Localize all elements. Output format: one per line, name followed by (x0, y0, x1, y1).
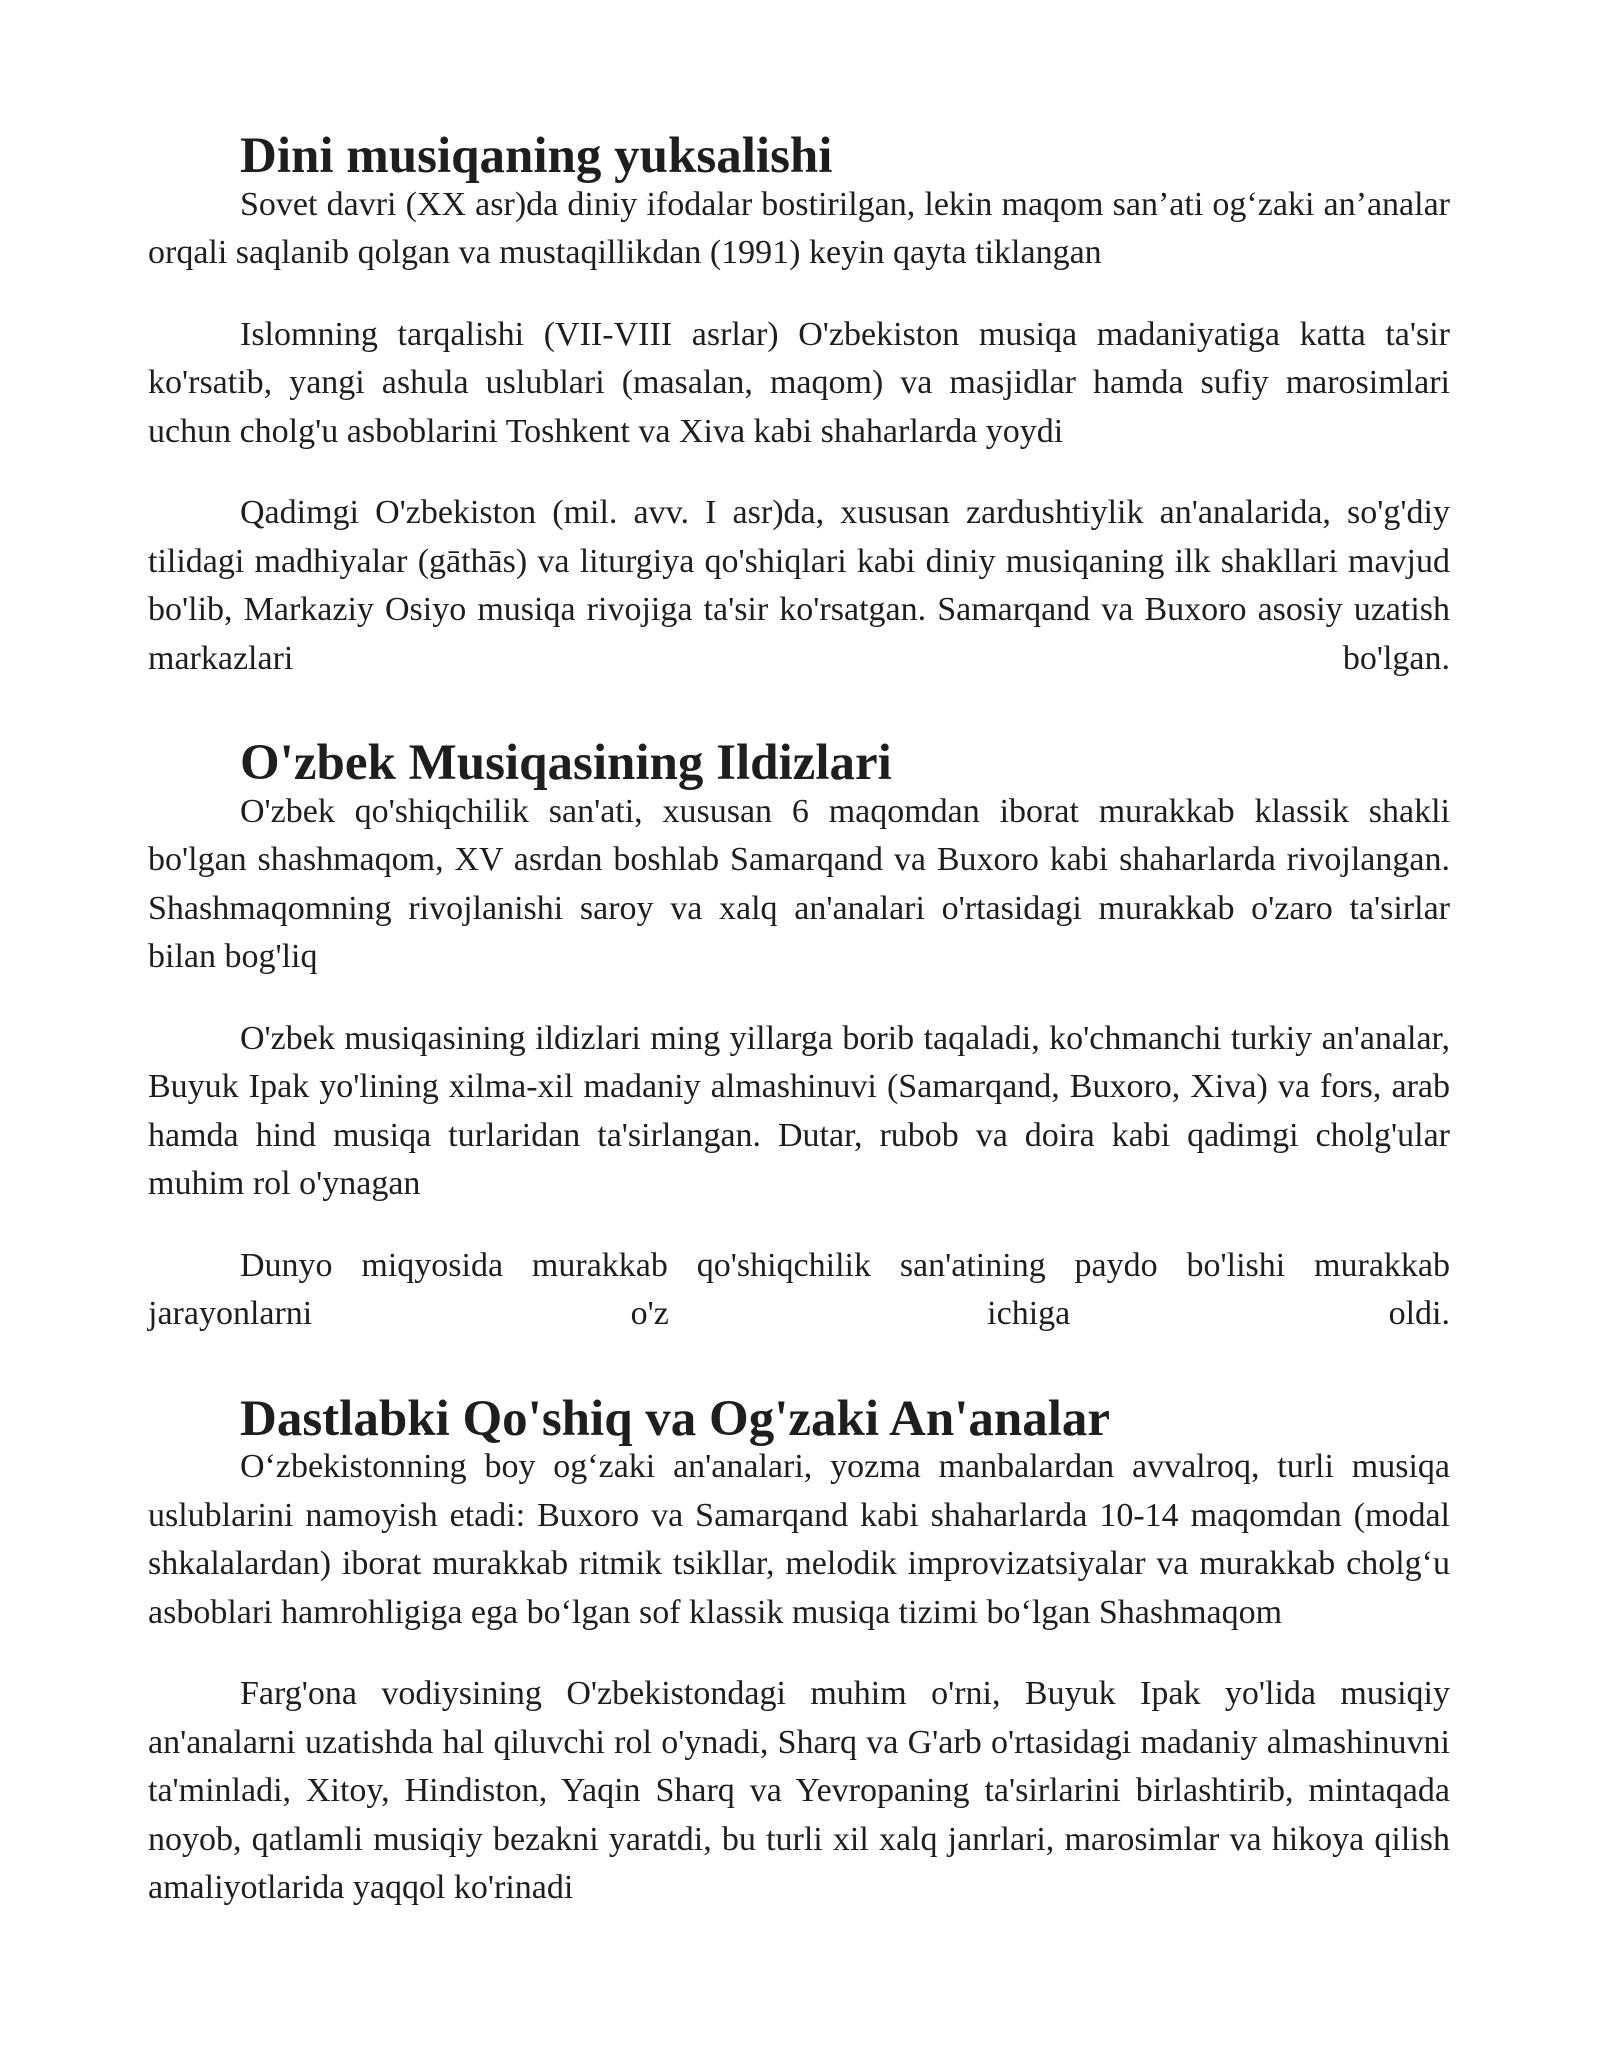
paragraph: Qadimgi O'zbekiston (mil. avv. I asr)da, xususan zardushtiylik an'analarida, so'g'diy tilidagi madhiyalar (gāthās) va liturgiya qo'shiqlari kabi diniy musiqaning ilk shakllari mavjud bo'lib, Markaziy Osiyo musiqa rivojiga ta'sir ko'rsatgan. Samarqand va Buxoro asosiy uzatish markazlari bo'lgan. (148, 494, 1450, 677)
section-title: O'zbek Musiqasining Ildizlari (240, 735, 892, 791)
section-title: Dini musiqaning yuksalishi (240, 128, 833, 184)
section-spacer (148, 1339, 1450, 1395)
paragraph: Farg'ona vodiysining O'zbekistondagi muhim o'rni, Buyuk Ipak yo'lida musiqiy an'analarni uzatishda hal qiluvchi rol o'ynadi, Sharq va G'arb o'rtasidagi madaniy almashinuvni ta'minladi, Xitoy, Hindiston, Yaqin Sharq va Yevropaning ta'sirlarini birlashtirib, mintaqada noyob, qatlamli musiqiy bezakni yaratdi, bu turli xil xalq janrlari, marosimlar va hikoya qilish amaliyotlarida yaqqol ko'rinadi (148, 1675, 1450, 1906)
paragraph: O‘zbekistonning boy og‘zaki an'analari, yozma manbalardan avvalroq, turli musiqa uslublarini namoyish etadi: Buxoro va Samarqand kabi shaharlarda 10-14 maqomdan (modal shkalalardan) iborat murakkab ritmik tsikllar, melodik improvizatsiyalar va murakkab cholg‘u asboblari hamrohligiga ega bo‘lgan sof klassik musiqa tizimi bo‘lgan Shashmaqom (148, 1448, 1450, 1631)
section-title: Dastlabki Qo'shiq va Og'zaki An'analar (240, 1390, 1111, 1447)
paragraph: Dunyo miqyosida murakkab qo'shiqchilik san'atining paydo bo'lishi murakkab jarayonlarni o'z ichiga oldi. (148, 1246, 1450, 1332)
paragraph: Islomning tarqalishi (VII-VIII asrlar) O'zbekiston musiqa madaniyatiga katta ta'sir ko'rsatib, yangi ashula uslublari (masalan, maqom) va masjidlar hamda sufiy marosimlari uchun cholg'u asboblarini Toshkent va Xiva kabi shaharlarda yoydi (148, 315, 1450, 450)
paragraph: Sovet davri (XX asr)da diniy ifodalar bostirilgan, lekin maqom san’ati og‘zaki an’analar orqali saqlanib qolgan va mustaqillikdan (1991) keyin qayta tiklangan (148, 185, 1450, 271)
document-page (148, 128, 1450, 1946)
section-spacer (148, 683, 1450, 739)
paragraph: O'zbek musiqasining ildizlari ming yillarga borib taqaladi, ko'chmanchi turkiy an'analar, Buyuk Ipak yo'lining xilma-xil madaniy almashinuvi (Samarqand, Buxoro, Xiva) va fors, arab hamda hind musiqa turlaridan ta'sirlangan. Dutar, rubob va doira kabi qadimgi cholg'ular muhim rol o'ynagan (148, 1019, 1450, 1202)
paragraph: O'zbek qo'shiqchilik san'ati, xususan 6 maqomdan iborat murakkab klassik shakli bo'lgan shashmaqom, XV asrdan boshlab Samarqand va Buxoro kabi shaharlarda rivojlangan. Shashmaqomning rivojlanishi saroy va xalq an'analari o'rtasidagi murakkab o'zaro ta'sirlar bilan bog'liq (148, 792, 1450, 975)
